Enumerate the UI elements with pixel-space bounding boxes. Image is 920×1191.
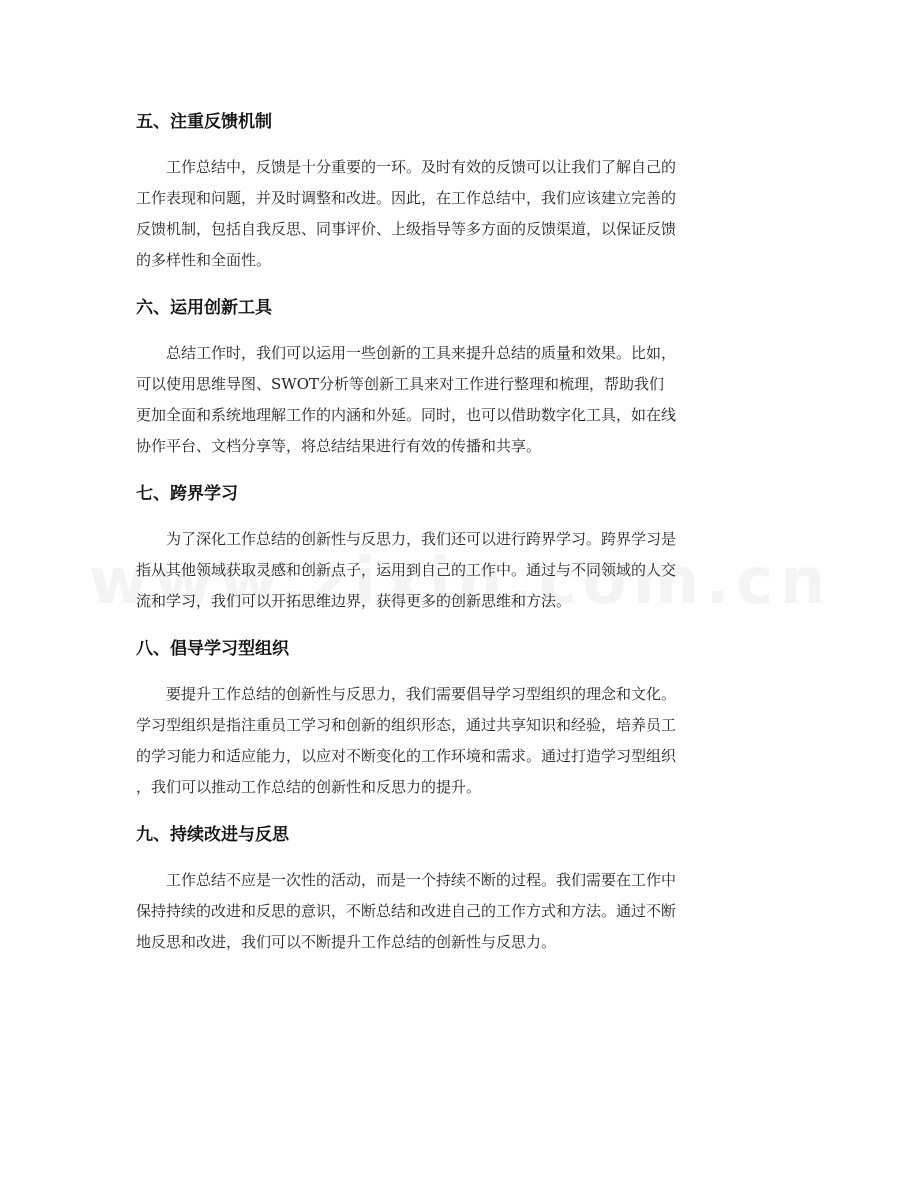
paragraph-line: 反馈机制，包括自我反思、同事评价、上级指导等多方面的反馈渠道，以保证反馈	[136, 220, 677, 238]
section-paragraph	[136, 152, 786, 276]
paragraph-line: 工作总结中，反馈是十分重要的一环。及时有效的反馈可以让我们了解自己的	[166, 158, 677, 176]
paragraph-line: 流和学习，我们可以开拓思维边界，获得更多的创新思维和方法。	[136, 592, 572, 610]
paragraph-line: 可以使用思维导图、SWOT分析等创新工具来对工作进行整理和梳理，帮助我们	[136, 375, 664, 393]
paragraph-line: ，我们可以推动工作总结的创新性和反思力的提升。	[136, 778, 482, 796]
paragraph-line: 为了深化工作总结的创新性与反思力，我们还可以进行跨界学习。跨界学习是	[166, 530, 677, 548]
paragraph-line: 学习型组织是指注重员工学习和创新的组织形态，通过共享知识和经验，培养员工	[136, 716, 677, 734]
section-feedback	[136, 102, 786, 276]
paragraph-line: 指从其他领域获取灵感和创新点子，运用到自己的工作中。通过与不同领域的人交	[136, 561, 677, 579]
paragraph-line: 更加全面和系统地理解工作的内涵和外延。同时，也可以借助数字化工具，如在线	[136, 406, 677, 424]
section-paragraph	[136, 679, 786, 803]
section-paragraph	[136, 865, 786, 958]
section-innovation-tools	[136, 288, 786, 462]
section-heading: 五、注重反馈机制	[136, 112, 272, 132]
paragraph-line: 总结工作时，我们可以运用一些创新的工具来提升总结的质量和效果。比如，	[166, 344, 677, 362]
paragraph-line: 的学习能力和适应能力，以应对不断变化的工作环境和需求。通过打造学习型组织	[136, 747, 677, 765]
section-heading: 八、倡导学习型组织	[136, 639, 289, 659]
section-paragraph	[136, 524, 786, 617]
section-continuous-improvement	[136, 815, 786, 958]
paragraph-line: 工作总结不应是一次性的活动，而是一个持续不断的过程。我们需要在工作中	[166, 871, 677, 889]
paragraph-line: 协作平台、文档分享等，将总结结果进行有效的传播和共享。	[136, 437, 542, 455]
section-paragraph	[136, 338, 786, 462]
paragraph-line: 保持持续的改进和反思的意识，不断总结和改进自己的工作方式和方法。通过不断	[136, 902, 677, 920]
paragraph-line: 工作表现和问题，并及时调整和改进。因此，在工作总结中，我们应该建立完善的	[136, 189, 677, 207]
paragraph-line: 地反思和改进，我们可以不断提升工作总结的创新性与反思力。	[136, 933, 557, 951]
section-cross-learning	[136, 474, 786, 617]
section-heading: 九、持续改进与反思	[136, 825, 289, 845]
document-content	[136, 102, 786, 970]
paragraph-line: 的多样性和全面性。	[136, 251, 272, 269]
paragraph-line: 要提升工作总结的创新性与反思力，我们需要倡导学习型组织的理念和文化。	[166, 685, 677, 703]
section-heading: 六、运用创新工具	[136, 298, 272, 318]
section-learning-organization	[136, 629, 786, 803]
section-heading: 七、跨界学习	[136, 484, 238, 504]
